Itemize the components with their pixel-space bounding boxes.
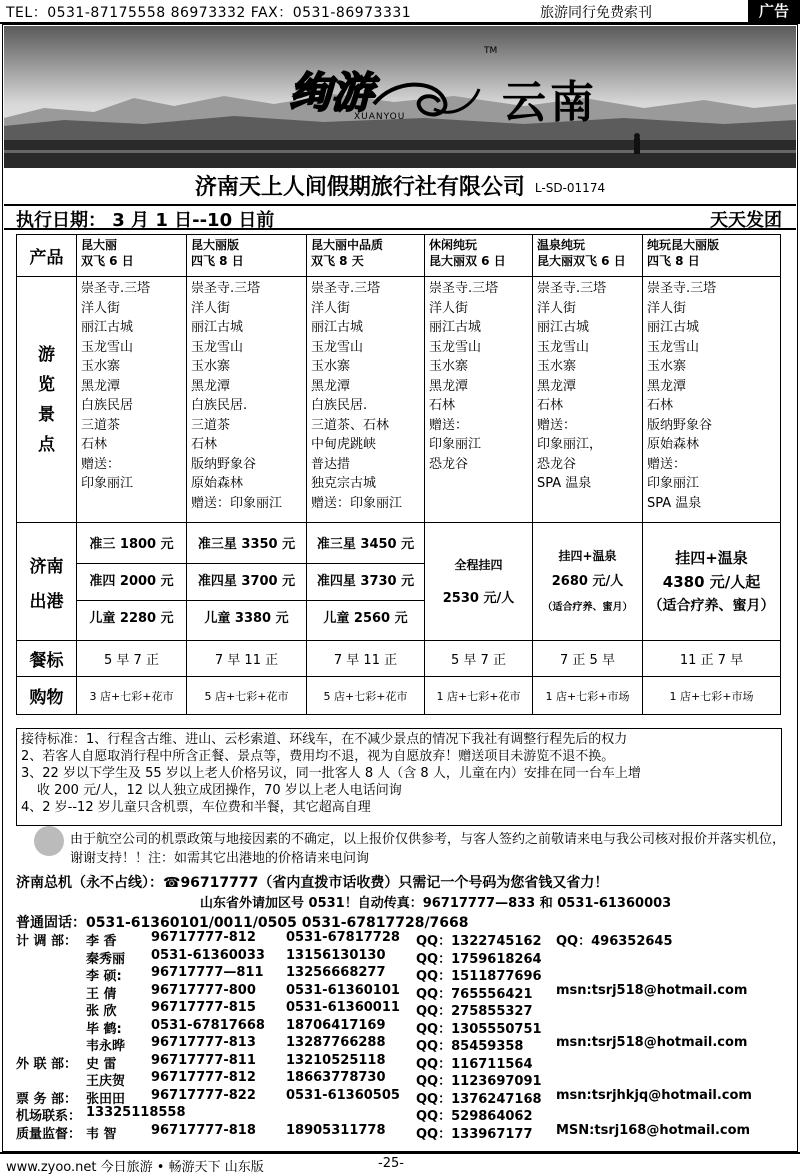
- contact-extra: MSN:tsrj168@hotmail.com: [556, 1122, 751, 1138]
- shopping-value: 1 店+七彩+花市: [425, 677, 533, 715]
- spot-item: 洋人街: [647, 300, 687, 316]
- spot-item: 赠送：: [429, 417, 469, 433]
- contact-name: 李 硕:: [86, 969, 122, 984]
- spot-item: 崇圣寺.三塔: [311, 281, 381, 296]
- product-duration: 四飞 8 日: [191, 254, 244, 268]
- price-line: 儿童 3380 元: [204, 610, 289, 626]
- spot-item: 恐龙谷: [537, 456, 577, 472]
- brand-latin: XUANYOU: [354, 112, 406, 122]
- spot-item: 玉水寨: [537, 359, 577, 374]
- spot-item: 黑龙潭: [647, 378, 687, 394]
- contact-qq: QQ：765556421: [416, 986, 533, 1002]
- spot-item: 崇圣寺.三塔: [191, 281, 261, 296]
- spot-item: 黑龙潭: [311, 378, 351, 394]
- spot-item: SPA 温泉: [537, 476, 592, 491]
- product-header-row: [17, 235, 781, 277]
- spot-item: 玉龙雪山: [537, 339, 590, 355]
- contact-tel: 18905311778: [286, 1122, 386, 1138]
- spot-item: 印象丽江: [647, 476, 700, 491]
- spot-item: 原始森林: [191, 476, 244, 491]
- contact-name: 王 倩: [86, 986, 117, 1002]
- contact-dept: 计 调 部：: [16, 934, 78, 949]
- schedule-dates: 执行日期： 3 月 1 日--10 日前: [16, 210, 275, 231]
- note-line: 2、若客人自愿取消行程中所含正餐、景点等，费用均不退，视为自愿放弃！赠送项目未游览不退不换。: [21, 749, 615, 764]
- reception-standards: [16, 728, 782, 826]
- contact-tel: 13156130130: [286, 947, 386, 963]
- meal-value: 5 早 7 正: [77, 641, 187, 677]
- contact-row: [16, 930, 796, 948]
- contact-phone: 96717777-813: [151, 1035, 256, 1050]
- contact-tel: 13256668277: [286, 965, 386, 980]
- contact-name: 毕 鹤:: [86, 1021, 122, 1037]
- price-line: 2680 元/人: [551, 573, 624, 589]
- product-duration: 双飞 6 日: [81, 254, 134, 268]
- note-line: 4、2 岁--12 岁儿童只含机票，车位费和半餐，其它超高自理: [21, 800, 371, 815]
- spot-item: 黑龙潭: [191, 378, 231, 394]
- contact-phone: 0531-61360033: [151, 947, 265, 963]
- contact-qq: QQ：1322745162: [416, 934, 542, 949]
- spot-item: 白族民居.: [311, 398, 368, 413]
- spot-item: 玉龙雪山: [191, 339, 244, 355]
- contact-qq: QQ：1376247168: [416, 1091, 542, 1107]
- brand-logo-text: 绚游: [289, 68, 374, 117]
- contact-name: 史 雷: [86, 1056, 117, 1072]
- spot-item: 石林: [537, 398, 564, 413]
- contact-tel: 0531-61360011: [286, 1000, 400, 1015]
- contact-phone: 96717777-800: [151, 982, 256, 998]
- product-name-cell: [187, 235, 307, 277]
- contact-tel: 13210525118: [286, 1052, 386, 1068]
- spot-item: 丽江古城: [429, 320, 482, 335]
- spot-item: 玉水寨: [81, 359, 121, 374]
- spot-item: 赠送：印象丽江: [311, 495, 403, 511]
- price-line: 准四星 3700 元: [187, 564, 306, 601]
- contact-phone: 96717777—811: [151, 965, 264, 980]
- spot-item: 玉龙雪山: [81, 339, 134, 355]
- banner: [4, 26, 796, 168]
- price-cell: [77, 523, 187, 641]
- spots-label-char: 览: [38, 374, 55, 395]
- contact-row: [16, 948, 796, 966]
- price-notice: 由于航空公司的机票政策与地接因素的不确定，以上报价仅供参考，与客人签约之前敬请来电与我公司核对报价并落实机位，谢谢支持！！注：如需其它出港地的价格请来电问询: [70, 832, 786, 866]
- spots-label-char: 景: [38, 404, 55, 425]
- product-name-cell: [307, 235, 425, 277]
- landline: 普通固话：0531-61360101/0011/0505 0531-67817728/7668: [16, 915, 469, 931]
- price-line: 准三星 3450 元: [307, 527, 424, 564]
- spot-item: 三道茶: [191, 417, 231, 433]
- contact-name: 13325118558: [86, 1105, 186, 1120]
- product-duration: 双飞 8 天: [311, 254, 364, 268]
- spot-item: 印象丽江: [429, 437, 482, 452]
- spot-item: 黑龙潭: [537, 378, 577, 394]
- spot-item: 原始森林: [647, 437, 700, 452]
- contact-name: 韦 智: [86, 1126, 117, 1142]
- product-name-cell: [77, 235, 187, 277]
- spots-list: [533, 277, 643, 523]
- company-header: [0, 170, 800, 201]
- departure-label-line: 济南: [29, 556, 64, 577]
- price-line: 儿童 2560 元: [323, 610, 408, 626]
- note-line: 3、22 岁以下学生及 55 岁以上老人价格另议，同一批客人 8 人（含 8 人，儿童在内）安排在同一台车上增: [21, 766, 641, 781]
- contact-tel: 0531-61360101: [286, 982, 400, 998]
- price-cell: [187, 523, 307, 641]
- contact-qq: QQ：1123697091: [416, 1074, 542, 1089]
- spot-item: 玉水寨: [429, 359, 469, 374]
- product-name-cell: [643, 235, 781, 277]
- contact-qq: QQ：529864062: [416, 1109, 533, 1124]
- spot-item: 独克宗古城: [311, 476, 377, 491]
- spot-item: 洋人街: [311, 300, 351, 316]
- price-line: 挂四+温泉: [558, 548, 617, 563]
- meal-value: 7 早 11 正: [307, 641, 425, 677]
- spot-item: 丽江古城: [191, 320, 244, 335]
- note-line: 接待标准：1、行程含古维、进山、云杉索道、环线车，在不减少景点的情况下我社有调整行程先后的权力: [21, 732, 628, 747]
- price-cell: [533, 523, 643, 641]
- contact-dept: 票 务 部：: [16, 1091, 78, 1107]
- contact-qq: QQ：1305550751: [416, 1021, 542, 1037]
- contact-row: [16, 1105, 796, 1123]
- spot-item: 石林: [191, 437, 218, 452]
- shopping-row: [17, 677, 781, 715]
- contact-row: [16, 1088, 796, 1106]
- spot-item: 印象丽江，: [537, 437, 603, 452]
- departure-price-row: [17, 523, 781, 641]
- spot-item: 洋人街: [429, 300, 469, 316]
- smiley-icon: [34, 826, 64, 856]
- spot-item: SPA 温泉: [647, 495, 702, 511]
- contact-name: 李 香: [86, 934, 117, 949]
- departure-label: [17, 523, 77, 641]
- contact-qq: QQ：85459358: [416, 1039, 524, 1054]
- contact-tel: 0531-67817728: [286, 930, 400, 945]
- contact-list: [16, 930, 796, 1140]
- contact-qq: QQ：1511877696: [416, 969, 542, 984]
- note-line: 收 200 元/人，12 以人独立成团操作，70 岁以上老人电话问询: [37, 783, 402, 798]
- meal-value: 7 正 5 早: [533, 641, 643, 677]
- price-line: 准四 2000 元: [77, 564, 186, 601]
- spot-item: 石林: [429, 398, 456, 413]
- spot-item: 丽江古城: [311, 320, 364, 335]
- spot-item: 玉龙雪山: [311, 339, 364, 355]
- spots-list: [307, 277, 425, 523]
- shopping-label: 购物: [17, 677, 77, 715]
- contact-qq: QQ：133967177: [416, 1126, 533, 1142]
- shopping-value: 5 店+七彩+花市: [307, 677, 425, 715]
- slogan: 旅游同行免费索刊: [540, 5, 652, 21]
- contact-qq: QQ：275855327: [416, 1004, 533, 1019]
- contact-phone: 96717777-812: [151, 1070, 256, 1085]
- spot-item: 黑龙潭: [81, 378, 121, 394]
- product-name: 温泉纯玩: [537, 238, 586, 252]
- shopping-value: 3 店+七彩+花市: [77, 677, 187, 715]
- destination-title: 云南: [502, 77, 598, 128]
- contact-name: 王庆贺: [86, 1074, 126, 1089]
- page-number: -25-: [378, 1156, 404, 1171]
- shopping-value: 5 店+七彩+花市: [187, 677, 307, 715]
- ad-tag: 广告: [748, 0, 800, 22]
- hotline-main: 济南总机（永不占线）：☎96717777（省内直拨市话收费）只需记一个号码为您省钱又省力！: [16, 875, 609, 891]
- spot-item: 赠送：印象丽江: [191, 495, 283, 511]
- spot-item: 丽江古城: [647, 320, 700, 335]
- contact-row: [16, 1018, 796, 1036]
- shopping-value: 1 店+七彩+市场: [643, 677, 781, 715]
- contact-phone: 96717777-818: [151, 1122, 256, 1138]
- spot-item: 玉龙雪山: [429, 339, 482, 355]
- product-name-cell: [425, 235, 533, 277]
- spot-item: 崇圣寺.三塔: [429, 281, 499, 296]
- contact-qq: QQ：1759618264: [416, 951, 542, 967]
- contact-phone: 96717777-812: [151, 930, 256, 945]
- contact-tel: 0531-61360505: [286, 1087, 400, 1103]
- contact-extra: msn:tsrj518@hotmail.com: [556, 1035, 748, 1050]
- spot-item: 丽江古城: [81, 320, 134, 335]
- price-note: （适合疗养、蜜月）: [648, 597, 775, 614]
- contact-tel: 18706417169: [286, 1017, 386, 1033]
- spot-item: 中甸虎跳峡: [311, 437, 377, 452]
- price-line: 4380 元/人起: [662, 572, 761, 591]
- spot-item: 赠送：: [647, 456, 687, 472]
- company-name: 济南天上人间假期旅行社有限公司: [194, 175, 525, 200]
- contact-tel: 13287766288: [286, 1035, 386, 1050]
- schedule-bar: [4, 204, 796, 230]
- product-name: 昆大丽: [81, 238, 118, 252]
- daily-departure: 天天发团: [710, 210, 782, 231]
- contact-name: 张田田: [86, 1091, 126, 1107]
- spot-item: 玉水寨: [191, 359, 231, 374]
- contact-name: 张 欣: [86, 1004, 117, 1019]
- meal-row: [17, 641, 781, 677]
- contact-row: [16, 1070, 796, 1088]
- product-name: 纯玩昆大丽版: [647, 238, 720, 252]
- top-bar: [0, 0, 800, 24]
- spot-item: 白族民居.: [191, 398, 248, 413]
- spot-item: 普达措: [311, 456, 351, 472]
- contact-row: [16, 1123, 796, 1141]
- meal-label: 餐标: [17, 641, 77, 677]
- meal-value: 7 早 11 正: [187, 641, 307, 677]
- product-name: 休闲纯玩: [429, 238, 478, 252]
- spot-item: 白族民居: [81, 398, 134, 413]
- footer-site: www.zyoo.net 今日旅游 • 畅游天下 山东版: [6, 1160, 264, 1175]
- contact-extra: msn:tsrjhkjq@hotmail.com: [556, 1087, 752, 1103]
- contact-name: 韦永晔: [86, 1039, 126, 1054]
- spots-list: [425, 277, 533, 523]
- spot-item: 崇圣寺.三塔: [537, 281, 607, 296]
- contact-dept: 机场联系：: [16, 1109, 82, 1124]
- product-name-cell: [533, 235, 643, 277]
- spot-item: 玉龙雪山: [647, 339, 700, 355]
- product-duration: 昆大丽双 6 日: [429, 254, 506, 268]
- spots-row: [17, 277, 781, 523]
- spot-item: 洋人街: [81, 300, 121, 316]
- spots-label: [17, 277, 77, 523]
- spot-item: 丽江古城: [537, 320, 590, 335]
- spot-item: 印象丽江: [81, 476, 134, 491]
- contact-qq: QQ：116711564: [416, 1056, 533, 1072]
- contact-phone: 96717777-815: [151, 1000, 256, 1015]
- spot-item: 玉水寨: [311, 359, 351, 374]
- product-label: 产品: [17, 235, 77, 277]
- footer: [0, 1152, 800, 1174]
- spot-item: 石林: [647, 398, 674, 413]
- spot-item: 崇圣寺.三塔: [81, 281, 151, 296]
- spot-item: 崇圣寺.三塔: [647, 281, 717, 296]
- contact-extra: msn:tsrj518@hotmail.com: [556, 982, 748, 998]
- price-line: 全程挂四: [454, 557, 503, 572]
- price-line: 2530 元/人: [442, 590, 515, 606]
- departure-label-line: 出港: [29, 591, 64, 612]
- price-cell: [425, 523, 533, 641]
- product-duration: 昆大丽双飞 6 日: [537, 254, 626, 268]
- contact-dept: 质量监督：: [16, 1126, 82, 1142]
- spots-list: [187, 277, 307, 523]
- contact-row: [16, 1053, 796, 1071]
- spot-item: 恐龙谷: [429, 456, 469, 472]
- trademark: TM: [484, 46, 498, 56]
- spot-item: 版纳野象谷: [647, 417, 713, 433]
- meal-value: 11 正 7 早: [643, 641, 781, 677]
- product-duration: 四飞 8 日: [647, 254, 700, 268]
- spot-item: 洋人街: [537, 300, 577, 316]
- contact-row: [16, 983, 796, 1001]
- contact-phone: 96717777-822: [151, 1087, 256, 1103]
- price-line: 挂四+温泉: [675, 548, 748, 567]
- license-number: L-SD-01174: [534, 181, 606, 195]
- price-line: 儿童 2280 元: [89, 610, 174, 626]
- contact-extra: QQ：496352645: [556, 934, 673, 949]
- contact-row: [16, 1000, 796, 1018]
- spots-list: [77, 277, 187, 523]
- spot-item: 洋人街: [191, 300, 231, 316]
- spot-item: 版纳野象谷: [191, 456, 257, 472]
- meal-value: 5 早 7 正: [425, 641, 533, 677]
- spot-item: 玉水寨: [647, 359, 687, 374]
- contact-phone: 96717777-811: [151, 1052, 256, 1068]
- contact-row: [16, 965, 796, 983]
- spots-label-char: 游: [38, 344, 55, 365]
- spot-item: 三道茶、石林: [311, 417, 390, 433]
- contact-name: 秦秀丽: [86, 951, 126, 967]
- price-line: 准三星 3350 元: [187, 527, 306, 564]
- contact-line: TEL：0531-87175558 86973332 FAX：0531-86973331: [6, 5, 412, 21]
- shopping-value: 1 店+七彩+市场: [533, 677, 643, 715]
- price-cell: [307, 523, 425, 641]
- contact-tel: 18663778730: [286, 1070, 386, 1085]
- spots-label-char: 点: [38, 434, 55, 455]
- spot-item: 三道茶: [81, 417, 121, 433]
- contact-row: [16, 1035, 796, 1053]
- contact-dept: 外 联 部：: [16, 1056, 78, 1072]
- spot-item: 黑龙潭: [429, 378, 469, 394]
- product-name: 昆大丽版: [191, 238, 240, 252]
- price-line: 准四星 3730 元: [307, 564, 424, 601]
- spots-list: [643, 277, 781, 523]
- spot-item: 石林: [81, 437, 108, 452]
- product-table: [16, 234, 781, 715]
- spot-item: 赠送：: [537, 417, 577, 433]
- contact-phone: 0531-67817668: [151, 1017, 265, 1033]
- price-line: 准三 1800 元: [77, 527, 186, 564]
- price-cell: [643, 523, 781, 641]
- product-name: 昆大丽中品质: [311, 238, 384, 252]
- hotline-fax: 山东省外请加区号 0531！自动传真：96717777—833 和 0531-61360003: [200, 896, 672, 911]
- spot-item: 赠送：: [81, 456, 121, 472]
- price-note: （适合疗养、蜜月）: [542, 601, 633, 613]
